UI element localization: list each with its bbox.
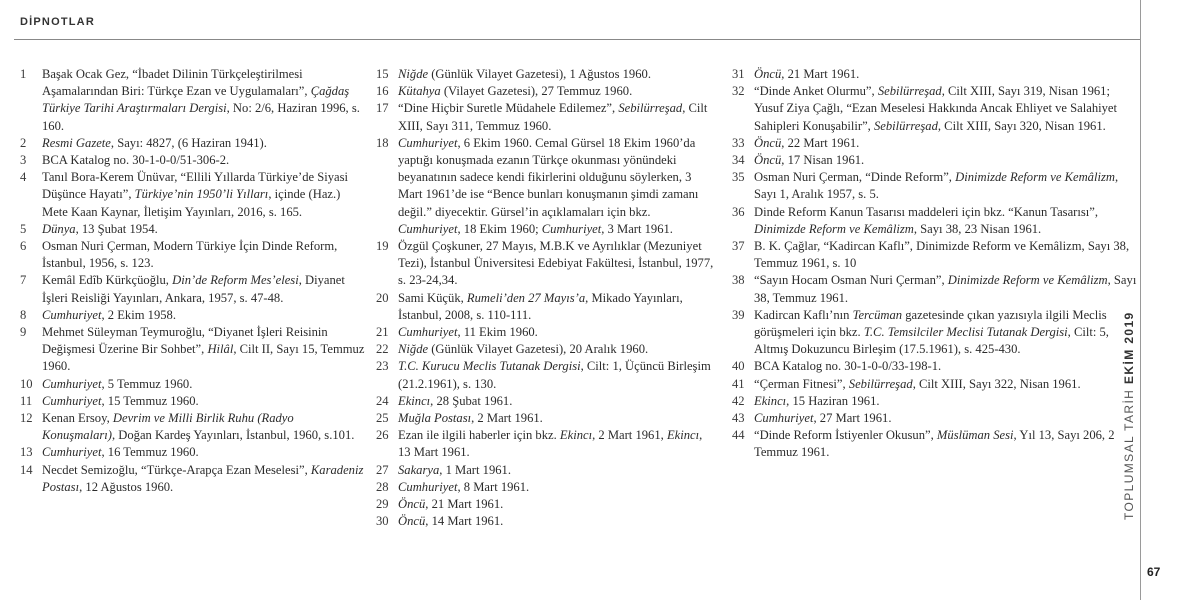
footnote [732, 66, 1138, 83]
footnote-text: Dinde Reform Kanun Tasarısı maddeleri için bkz. “Kanun Tasarısı”, [754, 204, 1098, 219]
footnote [732, 204, 1138, 238]
footnote-text: Dinimizde Reform ve Kemâlizm [754, 221, 914, 236]
footnote-text: Tanıl Bora-Kerem Ünüvar, “Ellili Yıllarda Türkiye’de Siyasi Düşünce Hayatı”, [42, 170, 349, 202]
page-number: 67 [1147, 565, 1161, 579]
footnote-text: T.C. Kurucu Meclis Tutanak Dergisi [398, 359, 581, 374]
footnote-text: , 1 Mart 1961. [439, 462, 511, 477]
footnote-text: , 21 Mart 1961. [425, 497, 504, 512]
footnote-text: , Cilt: 5, Altmış Dokuzuncu Birleşim (17.5.1961), s. 425-430. [754, 325, 1109, 357]
footnote-text: Müslüman Sesi [936, 428, 1014, 443]
footnote-text: Dinimizde Reform ve Kemâlizm [955, 170, 1115, 185]
footnote-text: “Çerman Fitnesi”, [754, 376, 849, 391]
footnote-number: 33 [732, 135, 745, 150]
footnote-text: Sakarya [398, 462, 440, 477]
footnote-text: Türkiye’nin 1950’li Yılları [134, 187, 269, 202]
footnote-text: , Cilt: 1, Üçüncü Birleşim (21.2.1961), s. 130. [398, 359, 711, 391]
footnote-text: Öncü [398, 497, 426, 512]
footnote-text: , 15 Temmuz 1960. [101, 393, 199, 408]
footnote-number: 21 [376, 325, 389, 340]
footnote-text: Muğla Postası [398, 411, 472, 426]
footnote [20, 444, 366, 461]
footnote-text: , 18 Ekim 1960; [457, 221, 542, 236]
footnote-text: Dünya [42, 221, 76, 236]
footnote [732, 135, 1138, 152]
footnote-number: 22 [376, 342, 389, 357]
footnote-number: 6 [20, 239, 27, 254]
footnote [732, 410, 1138, 427]
footnote-text: Cumhuriyet [42, 393, 102, 408]
footnote [376, 100, 716, 134]
footnote [20, 272, 366, 306]
footnote [376, 479, 716, 496]
footnote-text: , Cilt XIII, Sayı 322, Nisan 1961. [912, 376, 1081, 391]
footnote [732, 358, 1138, 375]
footnote-text: Kadircan Kaflı’nın [754, 307, 853, 322]
footnote-column-3 [732, 66, 1138, 462]
footnote-text: , Sayı 38, 23 Nisan 1961. [913, 221, 1042, 236]
footnote-text: Öncü [398, 514, 426, 529]
footnote-number: 13 [20, 445, 33, 460]
footnote-text: BCA Katalog no. 30-1-0-0/33-198-1. [754, 359, 942, 374]
footnote-text: , Sayı 38, Temmuz 1961. [754, 273, 1137, 305]
footnote-number: 40 [732, 359, 745, 374]
footnote-text: , 27 Mart 1961. [813, 411, 892, 426]
footnote-text: BCA Katalog no. 30-1-0-0/51-306-2. [42, 153, 230, 168]
footnote-number: 5 [20, 221, 27, 236]
footnote-text: , 8 Mart 1961. [457, 479, 530, 494]
footnote-text: Öncü [754, 153, 782, 168]
footnote-text: , 11 Ekim 1960. [457, 325, 538, 340]
footnote-number: 25 [376, 411, 389, 426]
footnote-number: 17 [376, 101, 389, 116]
footnote-text: , 14 Mart 1961. [425, 514, 504, 529]
footnote [732, 83, 1138, 135]
footnote-text: “Dine Hiçbir Suretle Müdahele Edilemez”, [398, 101, 619, 116]
footnote-text: Karadeniz Postası [42, 462, 364, 494]
footnote-text: Niğde [398, 342, 429, 357]
footnote-text: , Diyanet İşleri Reisliği Yayınları, Ankara, 1957, s. 47-48. [42, 273, 345, 305]
footnote [20, 307, 366, 324]
footnote-number: 30 [376, 514, 389, 529]
footnote-number: 24 [376, 393, 389, 408]
footnote [732, 169, 1138, 203]
footnote-number: 14 [20, 462, 33, 477]
footnote-text: , 21 Mart 1961. [781, 67, 860, 81]
footnote-number: 12 [20, 411, 33, 426]
footnote-text: , 3 Mart 1961. [601, 221, 673, 236]
footnote-text: Ezan ile ilgili haberler için bkz. [398, 428, 560, 443]
footnote [20, 135, 366, 152]
footnote-text: , 6 Ekim 1960. Cemal Gürsel 18 Ekim 1960’da yaptığı konuşmada ezanın Türkçe okunması yönündeki beyanatının sadece kendi fikirlerini olduğunu söylerken, 3 Mart 1961’de ise “Bence bunları konuşmanın şimdi zamanı değil.” diyecektir. Gürsel’in açıklamaları için bkz. [398, 135, 699, 219]
footnote-text: T.C. Temsilciler Meclisi Tutanak Dergisi [863, 325, 1068, 340]
footnote [732, 376, 1138, 393]
footnote [376, 410, 716, 427]
footnote [376, 462, 716, 479]
footnote-text: Devrim ve Milli Birlik Ruhu (Radyo Konuşmaları) [42, 411, 294, 443]
footnote-text: Sami Küçük, [398, 290, 467, 305]
footnote-text: Sebilürreşad [877, 84, 942, 99]
footnote-text: (Günlük Vilayet Gazetesi), 20 Aralık 1960. [428, 342, 649, 357]
footnote-number: 4 [20, 170, 27, 185]
footnote-text: Niğde [398, 67, 429, 81]
footnote-text: , 22 Mart 1961. [781, 135, 860, 150]
footnote [376, 66, 716, 83]
footnote-number: 43 [732, 411, 745, 426]
footnote-text: Mehmet Süleyman Teymuroğlu, “Diyanet İşleri Reisinin Değişmesi Üzerine Bir Sohbet”, [42, 325, 328, 357]
footnote-number: 37 [732, 239, 745, 254]
footnote-text: , Cilt XIII, Sayı 320, Nisan 1961. [937, 118, 1106, 133]
footnote [20, 410, 366, 444]
footnote-text: , 13 Mart 1961. [398, 428, 703, 460]
footnote-text: “Dinde Reform İstiyenler Okusun”, [754, 428, 937, 443]
footnote [732, 238, 1138, 272]
footnote-text: Osman Nuri Çerman, “Dinde Reform”, [754, 170, 956, 185]
footnote-text: “Dinde Anket Olurmu”, [754, 84, 878, 99]
footnote-number: 29 [376, 497, 389, 512]
footnote-text: Sebilürreşad [873, 118, 938, 133]
footnote-text: , Sayı: 4827, (6 Haziran 1941). [110, 135, 267, 150]
footnote [376, 290, 716, 324]
footnote-text: gazetesinde çıkan yazısıyla ilgili Meclis görüşmeleri için bkz. [754, 307, 1107, 340]
footnote [376, 427, 716, 461]
footnote [376, 393, 716, 410]
footnote-text: Cumhuriyet [42, 307, 102, 322]
footnote-text: Cumhuriyet [754, 411, 814, 426]
footnote-text: Cumhuriyet [398, 135, 458, 150]
footnote-number: 39 [732, 307, 745, 322]
footnote-text: Ekincı [666, 428, 700, 443]
footnote-text: , 17 Nisan 1961. [781, 153, 865, 168]
footnote [732, 307, 1138, 359]
footnote-text: “Sayın Hocam Osman Nuri Çerman”, [754, 273, 948, 288]
header-divider [14, 39, 1140, 40]
footnote [732, 272, 1138, 306]
footnote-number: 10 [20, 376, 33, 391]
footnote-text: , Cilt II, Sayı 15, Temmuz 1960. [42, 342, 365, 374]
running-head [1122, 280, 1142, 520]
footnote-number: 36 [732, 204, 745, 219]
footnote-number: 11 [20, 393, 33, 408]
footnote-text: Ekincı [559, 428, 593, 443]
footnote [376, 496, 716, 513]
footnote-text: Dinimizde Reform ve Kemâlizm [947, 273, 1108, 288]
magazine-name: TOPLUMSAL TARİH [1122, 388, 1136, 520]
section-title: DİPNOTLAR [20, 16, 95, 28]
footnote-number: 23 [376, 359, 389, 374]
footnote-text: , 2 Mart 1961, [592, 428, 667, 443]
footnote-number: 8 [20, 307, 27, 322]
footnote-text: Sebilürreşad [848, 376, 913, 391]
footnote-text: Cumhuriyet [541, 221, 602, 236]
footnote-text: , içinde (Haz.) Mete Kaan Kaynar, İletişim Yayınları, 2016, s. 165. [42, 187, 341, 219]
footnote-text: , 13 Şubat 1954. [75, 221, 158, 236]
footnote [20, 238, 366, 272]
footnote-text: (Vilayet Gazetesi), 27 Temmuz 1960. [440, 84, 633, 99]
footnote [20, 376, 366, 393]
footnote-text: , 2 Mart 1961. [471, 411, 543, 426]
footnote-text: Cumhuriyet [398, 221, 458, 236]
footnote-column-1 [20, 66, 366, 496]
footnote-text: Sebilürreşad [618, 101, 683, 116]
footnote [20, 393, 366, 410]
footnote-text: Başak Ocak Gez, “İbadet Dilinin Türkçeleştirilmesi Aşamalarından Biri: Türkçe Ezan ve Uygulamaları”, [42, 67, 311, 99]
footnote-number: 42 [732, 393, 745, 408]
footnote-text: , Yıl 13, Sayı 206, 2 Temmuz 1961. [754, 428, 1115, 460]
footnote-text: Öncü [754, 135, 782, 150]
footnote-text: B. K. Çağlar, “Kadircan Kaflı”, Dinimizde Reform ve Kemâlizm, Sayı 38, Temmuz 1961, s. 10 [754, 239, 1130, 271]
footnote-text: , 15 Haziran 1961. [786, 393, 880, 408]
footnote-text: , 2 Ekim 1958. [101, 307, 176, 322]
footnote-text: (Günlük Vilayet Gazetesi), 1 Ağustos 1960. [428, 67, 651, 81]
footnote-text: Rumeli’den 27 Mayıs’a [466, 290, 586, 305]
footnote-text: Cumhuriyet [398, 479, 458, 494]
footnote-text: Necdet Semizoğlu, “Türkçe-Arapça Ezan Meselesi”, [42, 462, 311, 477]
footnote-number: 32 [732, 84, 745, 99]
footnote-number: 3 [20, 153, 27, 168]
footnote-text: Din’de Reform Mes’elesi [172, 273, 299, 288]
footnote [376, 358, 716, 392]
footnote [20, 462, 366, 496]
footnote [732, 393, 1138, 410]
footnote [20, 324, 366, 376]
footnote-number: 34 [732, 153, 745, 168]
footnote-number: 18 [376, 135, 389, 150]
footnote-text: , 16 Temmuz 1960. [101, 445, 199, 460]
footnote [376, 341, 716, 358]
footnote-text: , Mikado Yayınları, İstanbul, 2008, s. 110-111. [398, 290, 683, 322]
footnote-number: 44 [732, 428, 745, 443]
footnote-text: , Cilt XIII, Sayı 319, Nisan 1961; Yusuf Ziya Çağlı, “Ezan Meselesi Hakkında Ancak Ehliyet ve Salahiyet Sahipleri Konuşabilir”, [754, 84, 1118, 133]
footnote-text: , Doğan Kardeş Yayınları, İstanbul, 1960, s.101. [111, 428, 355, 443]
footnote-text: Kütahya [398, 84, 441, 99]
footnote-text: Ekincı [398, 393, 431, 408]
footnote-number: 1 [20, 67, 27, 81]
footnote-number: 28 [376, 479, 389, 494]
footnote [376, 135, 716, 238]
footnote-text: , Sayı 1, Aralık 1957, s. 5. [754, 170, 1119, 202]
issue-date: EKİM 2019 [1122, 311, 1136, 385]
footnote-text: , Cilt XIII, Sayı 311, Temmuz 1960. [398, 101, 708, 133]
footnote-number: 41 [732, 376, 745, 391]
footnote-number: 15 [376, 67, 389, 81]
footnote-text: , No: 2/6, Haziran 1996, s. 160. [42, 101, 360, 133]
footnote-text: , 12 Ağustos 1960. [79, 479, 174, 494]
footnote-text: Cumhuriyet [398, 325, 458, 340]
footnote-text: Kenan Ersoy, [42, 411, 113, 426]
footnote [20, 221, 366, 238]
footnote-number: 19 [376, 239, 389, 254]
footnote-text: Cumhuriyet [42, 376, 102, 391]
footnote-number: 27 [376, 462, 389, 477]
footnote-text: , 28 Şubat 1961. [430, 393, 513, 408]
footnote [376, 83, 716, 100]
footnote-number: 38 [732, 273, 745, 288]
footnote-number: 2 [20, 135, 27, 150]
footnote [20, 152, 366, 169]
footnote [20, 66, 366, 135]
footnote-number: 26 [376, 428, 389, 443]
footnote-text: Osman Nuri Çerman, Modern Türkiye İçin Dinde Reform, İstanbul, 1956, s. 123. [42, 239, 338, 271]
footnote [732, 152, 1138, 169]
footnote [376, 238, 716, 290]
footnote-text: Öncü [754, 67, 782, 81]
footnote-text: Kemâl Edîb Kürkçüoğlu, [42, 273, 173, 288]
footnote-text: Çağdaş Türkiye Tarihi Araştırmaları Dergisi [42, 84, 350, 116]
footnote [376, 513, 716, 530]
footnote [376, 324, 716, 341]
footnote-text: Özgül Çoşkuner, 27 Mayıs, M.B.K ve Ayrılıklar (Mezuniyet Tezi), İstanbul Üniversitesi Edebiyat Fakültesi, İstanbul, 1977, s. 23-24,34. [398, 239, 714, 288]
footnote-number: 35 [732, 170, 745, 185]
footnote-text: Cumhuriyet [42, 445, 102, 460]
footnote-number: 7 [20, 273, 27, 288]
footnote-number: 16 [376, 84, 389, 99]
footnote [20, 169, 366, 221]
footnote-text: Resmi Gazete [42, 135, 111, 150]
footnote-text: Hilâl [207, 342, 234, 357]
footnote-number: 9 [20, 325, 27, 340]
footnote [732, 427, 1138, 461]
footnote-number: 31 [732, 67, 745, 81]
footnote-text: Tercüman [852, 307, 903, 322]
footnote-text: Ekincı [754, 393, 787, 408]
footnote-number: 20 [376, 290, 389, 305]
footnote-text: , 5 Temmuz 1960. [101, 376, 193, 391]
footnote-column-2 [376, 66, 716, 530]
